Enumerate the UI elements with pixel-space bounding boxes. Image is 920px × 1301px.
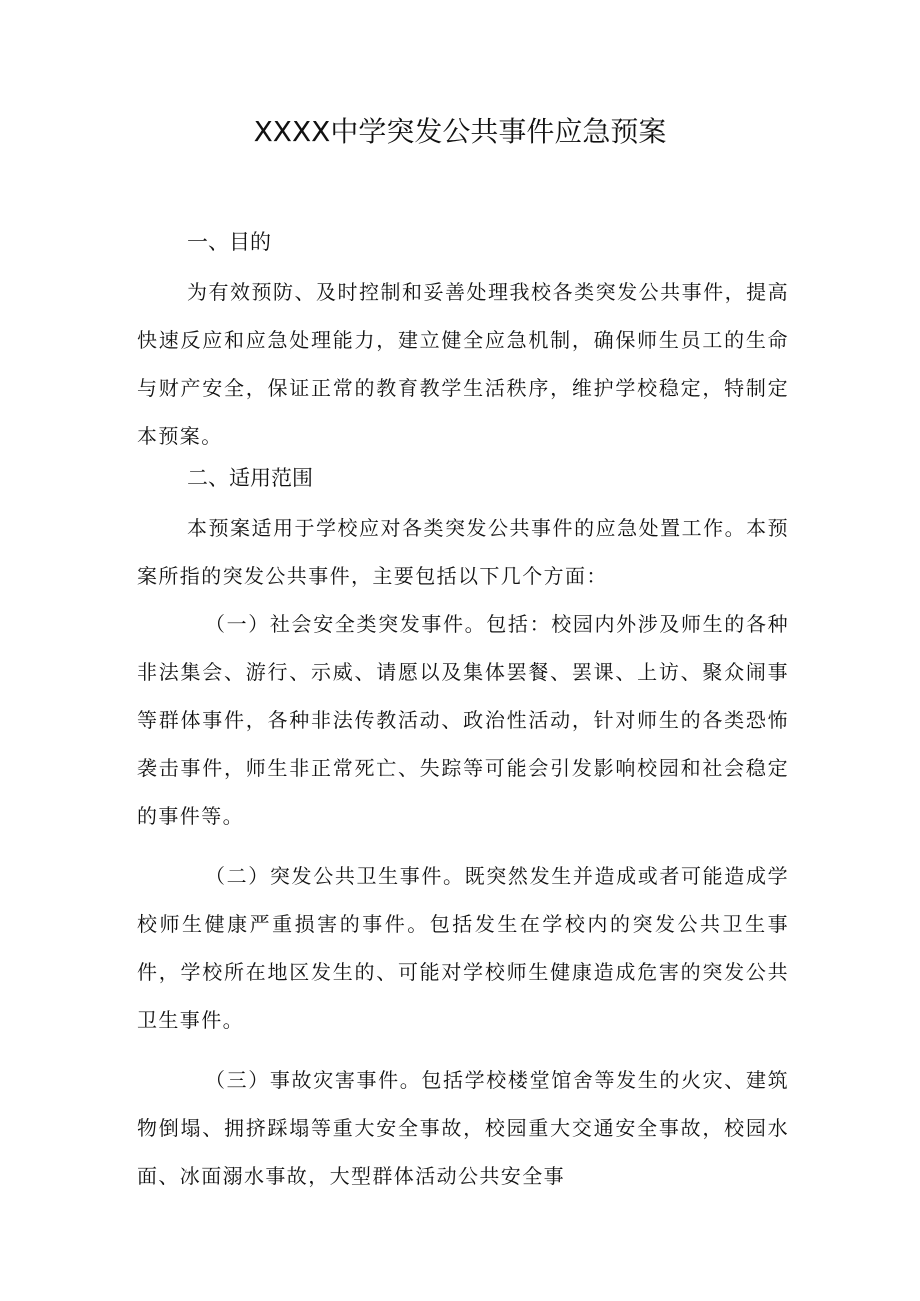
document-title: XXXX中学突发公共事件应急预案 [253, 115, 667, 148]
section-heading-purpose: 一、目的 [187, 230, 271, 254]
paragraph-purpose: 为有效预防、及时控制和妥善处理我校各类突发公共事件，提高快速反应和应急处理能力，建立健全应急机制，确保师生员工的生命与财产安全，保证正常的教育教学生活秩序，维护学校稳定，特制定本预案。 [137, 280, 789, 448]
paragraph-social-security: （一）社会安全类突发事件。包括：校园内外涉及师生的各种非法集会、游行、示威、请愿以及集体罢餐、罢课、上访、聚众闹事等群体事件，各种非法传教活动、政治性活动，针对师生的各类恐怖袭击事件，师生非正常死亡、失踪等可能会引发影响校园和社会稳定的事件等。 [137, 612, 789, 828]
section-heading-scope: 二、适用范围 [187, 466, 313, 490]
paragraph-accident-disaster: （三）事故灾害事件。包括学校楼堂馆舍等发生的火灾、建筑物倒塌、拥挤踩塌等重大安全事故，校园重大交通安全事故，校园水面、冰面溺水事故，大型群体活动公共安全事 [137, 1068, 789, 1188]
document-body [137, 224, 789, 1200]
paragraph-public-health: （二）突发公共卫生事件。既突然发生并造成或者可能造成学校师生健康严重损害的事件。包括发生在学校内的突发公共卫生事件，学校所在地区发生的、可能对学校师生健康造成危害的突发公共卫生事件。 [137, 864, 789, 1032]
paragraph-scope-intro: 本预案适用于学校应对各类突发公共事件的应急处置工作。本预案所指的突发公共事件，主要包括以下几个方面： [137, 516, 789, 588]
